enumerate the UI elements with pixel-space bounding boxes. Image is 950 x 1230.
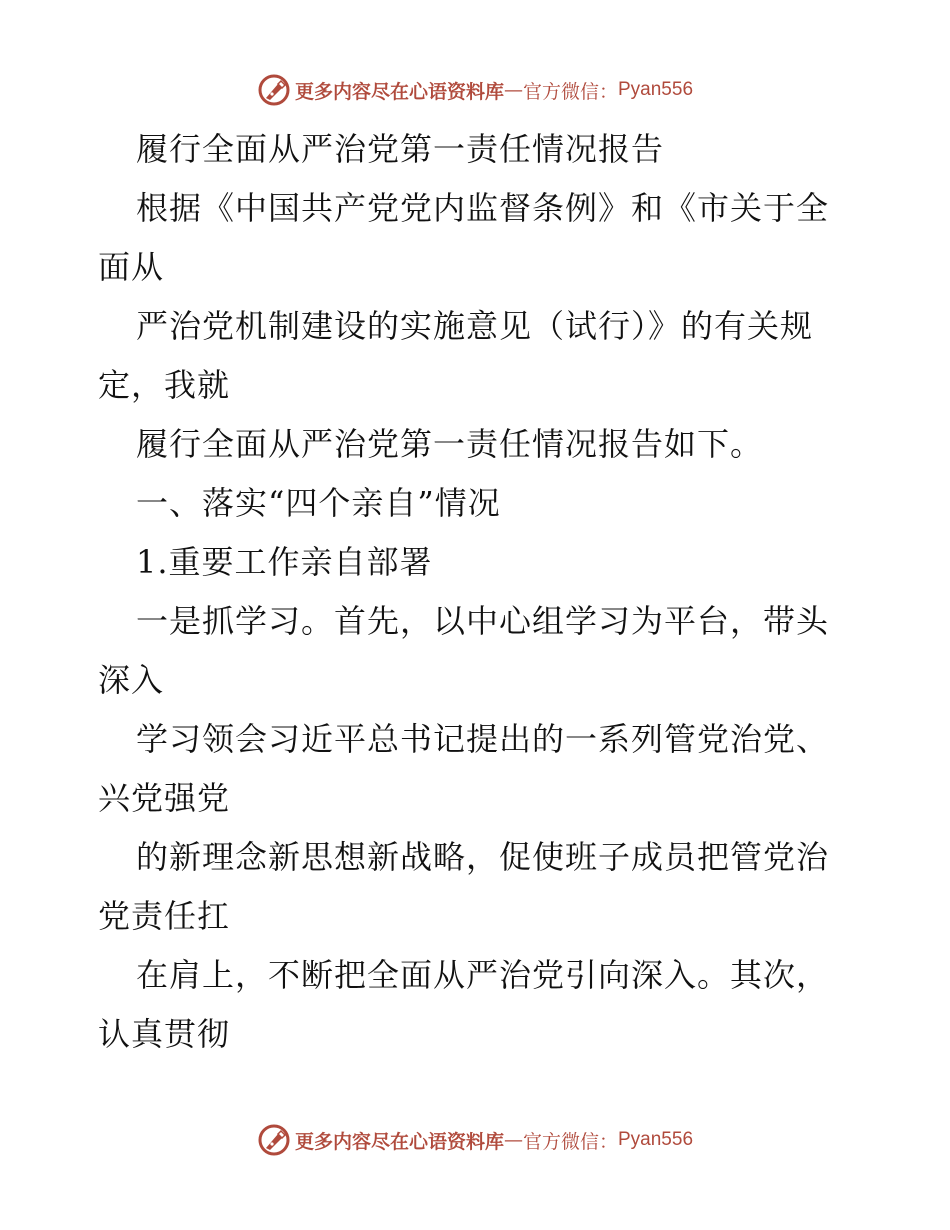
watermark-wechat-label: 官方微信：	[522, 1130, 618, 1153]
body-line: 履行全面从严治党第一责任情况报告如下。	[136, 425, 764, 463]
body-line: 兴党强党	[98, 779, 231, 817]
watermark-brand-text: 更多内容尽在心语资料库	[294, 80, 504, 103]
pen-logo-icon	[257, 1123, 291, 1157]
body-line: 定，我就	[98, 366, 231, 404]
watermark-dash: —	[503, 1129, 523, 1151]
subsection-heading: 1.重要工作亲自部署	[136, 543, 433, 581]
body-line: 学习领会习近平总书记提出的一系列管党治党、	[136, 720, 830, 758]
pen-logo-icon	[257, 73, 291, 107]
watermark-wechat-id: Pyan556	[618, 1129, 694, 1150]
watermark-dash: —	[503, 79, 523, 101]
watermark-brand-text: 更多内容尽在心语资料库	[294, 1130, 504, 1153]
body-line: 在肩上，不断把全面从严治党引向深入。其次，	[136, 956, 830, 994]
document-title: 履行全面从严治党第一责任情况报告	[136, 130, 665, 168]
body-line: 根据《中国共产党党内监督条例》和《市关于全	[136, 189, 830, 227]
header-watermark	[0, 70, 950, 110]
section-heading: 一、落实“四个亲自”情况	[136, 484, 501, 522]
body-line: 党责任扛	[98, 897, 231, 935]
body-line: 严治党机制建设的实施意见（试行）》的有关规	[136, 307, 814, 345]
body-line: 深入	[98, 661, 165, 699]
watermark-wechat-id: Pyan556	[618, 79, 694, 100]
body-line: 认真贯彻	[98, 1015, 231, 1053]
footer-watermark	[0, 1120, 950, 1160]
body-line: 的新理念新思想新战略，促使班子成员把管党治	[136, 838, 830, 876]
body-line: 一是抓学习。首先，以中心组学习为平台，带头	[136, 602, 830, 640]
watermark-wechat-label: 官方微信：	[522, 80, 618, 103]
document-body	[98, 120, 858, 1064]
body-line: 面从	[98, 248, 165, 286]
